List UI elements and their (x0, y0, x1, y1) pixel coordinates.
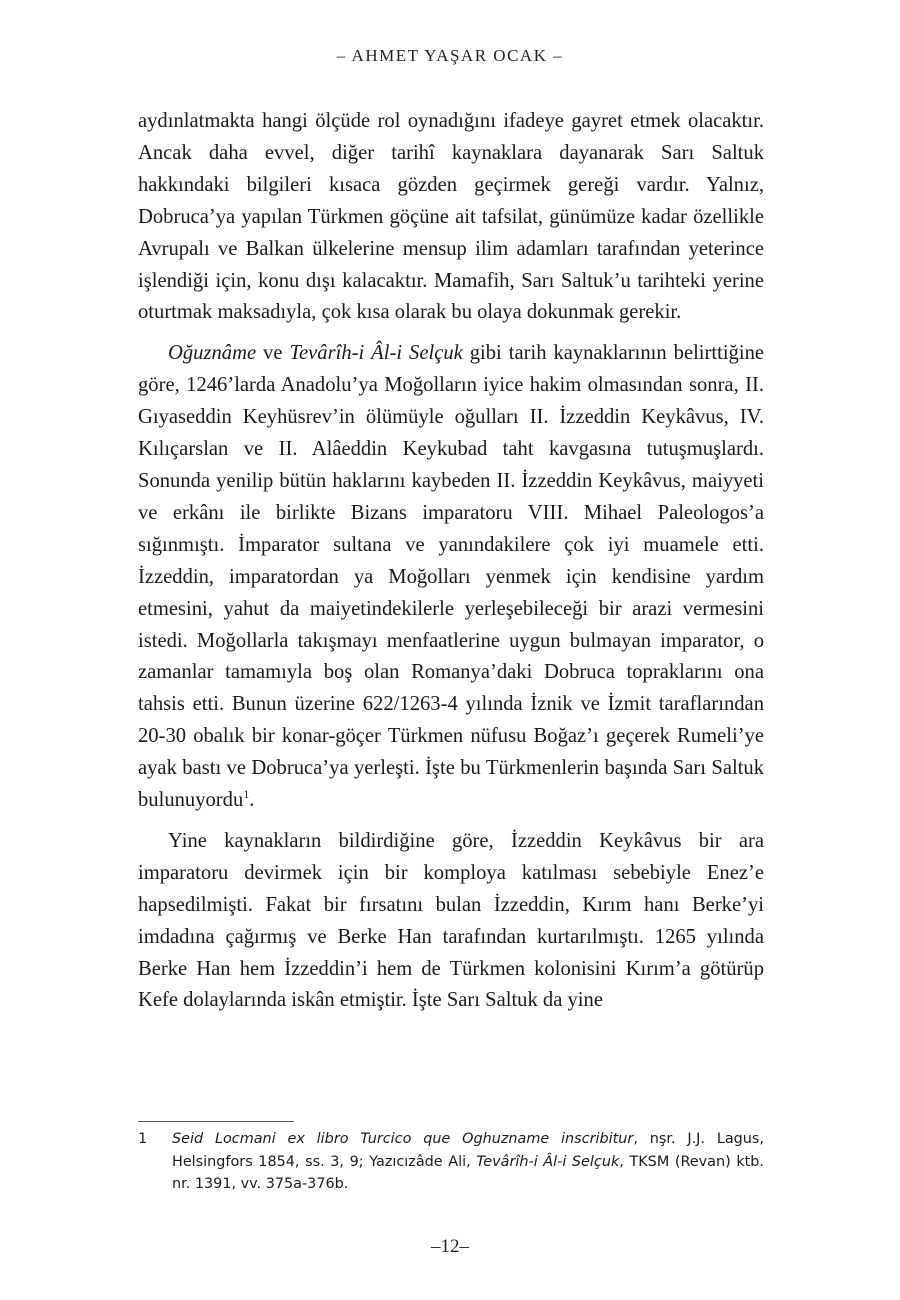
footnote-text-1: , nşr. J.J. Lagus, Helsingfors 1854, ss. 3, 9; Yazıcızâde Ali, (172, 1131, 764, 1170)
paragraph-2 (138, 338, 764, 817)
paragraph-1: aydınlatmakta hangi ölçüde rol oynadığını ifadeye gayret etmek olacaktır. Ancak daha evvel, diğer tarihî kaynaklara dayanarak Sarı Saltuk hakkındaki bilgileri kısaca gözden geçirmek gereği vardır. Yalnız, Dobruca’ya yapılan Türkmen göçüne ait tafsilat, günümüze kadar özellikle Avrupalı ve Balkan ülkelerine mensup ilim adamları tarafından yeterince işlendiği için, konu dışı kalacaktır. Mamafih, Sarı Saltuk’u tarihteki yerine oturtmak maksadıyla, çok kısa olarak bu olaya dokunmak gerekir. (138, 110, 764, 324)
running-head: – AHMET YAŞAR OCAK – (336, 46, 564, 65)
footnote-divider (138, 1121, 294, 1122)
footnote-reference[interactable]: 1 (243, 787, 250, 802)
footnote-title-2: Tevârîh-i Âl-i Selçuk (476, 1153, 620, 1170)
page-number: –12– (431, 1236, 469, 1257)
paragraph-2-end: . (249, 789, 255, 812)
footnote-body (172, 1128, 764, 1196)
work-title-tevarih: Tevârîh-i Âl-i Selçuk (289, 342, 463, 365)
paragraph-3: Yine kaynakların bildirdiğine göre, İzzeddin Keykâvus bir ara imparatoru devirmek için bir komploya katılması sebebiyle Enez’e hapsedilmişti. Fakat bir fırsatını bulan İzzeddin, Kırım hanı Berke’yi imdadına çağırmış ve Berke Han tarafından kurtarılmıştı. 1265 yılında Berke Han hem İzzeddin’i hem de Türkmen kolonisini Kırım’a götürüp Kefe dolaylarında iskân etmiştir. İşte Sarı Saltuk da yine (138, 829, 764, 1012)
paragraph-2-connector: ve (256, 342, 290, 365)
footnote-number: 1 (138, 1131, 148, 1147)
work-title-oguzname: Oğuznâme (168, 342, 257, 365)
body-text (138, 106, 764, 1026)
paragraph-2-body: gibi tarih kaynaklarının belirttiğine göre, 1246’larda Anadolu’ya Moğolların iyice hakim olmasından sonra, II. Gıyaseddin Keyhüsrev’in ölümüyle oğulları II. İzzeddin Keykâvus, IV. Kılıçarslan ve II. Alâeddin Keykubad taht kavgasına tutuşmuşlardı. Sonunda yenilip bütün haklarını kaybeden II. İzzeddin Keykâvus, maiyyeti ve erkânı ile birlikte Bizans imparatoru VIII. Mihael Paleologos’a sığınmıştı. İmparator sultana ve yanındakilere çok iyi muamele etti. İzzeddin, imparatordan ya Moğolları yenmek için kendisine yardım etmesini, yahut da maiyetindekilerle yerleşebileceği bir arazi vermesini istedi. Moğollarla takışmayı menfaatlerine uygun bulmayan imparator, o zamanlar tamamıyla boş olan Romanya’daki Dobruca topraklarını ona tahsis etti. Bunun üzerine 622/1263-4 yılında İznik ve İzmit taraflarından 20-30 obalık bir konar-göçer Türkmen nüfusu Boğaz’ı geçerek Rumeli’ye ayak bastı ve Dobruca’ya yerleşti. İşte bu Türkmenlerin başında Sarı Saltuk bulunuyordu (138, 342, 765, 812)
footnote-text-2: , TKSM (Revan) ktb. nr. 1391, vv. 375a-376b. (172, 1153, 765, 1192)
footnote-title-1: Seid Locmani ex libro Turcico que Oghuzname inscribitur (172, 1131, 634, 1147)
footnote (138, 1128, 764, 1196)
